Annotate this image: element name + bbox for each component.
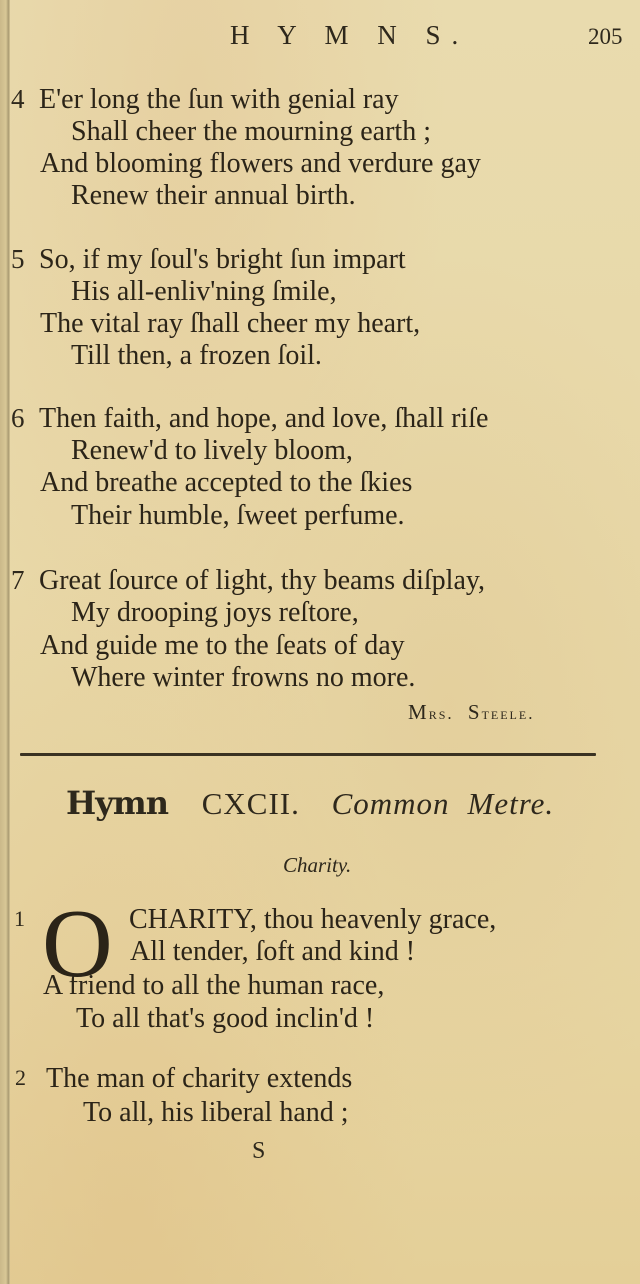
verse-line: My drooping joys reſtore, <box>71 597 359 628</box>
verse-number: 6 <box>11 403 25 433</box>
verse-line: All tender, ſoft and kind ! <box>130 936 416 967</box>
verse-line: And blooming flowers and verdure gay <box>40 148 481 179</box>
verse-line: Their humble, ſweet perfume. <box>71 500 405 531</box>
metre-word: Common <box>331 786 450 821</box>
verse-number: 7 <box>11 565 25 595</box>
verse-line: So, if my ſoul's bright ſun impart <box>39 244 406 275</box>
page-number: 205 <box>588 24 623 49</box>
hymn-subject: Charity. <box>283 853 352 877</box>
attribution-initial: S <box>467 700 482 724</box>
verse-line: Where winter frowns no more. <box>71 662 416 693</box>
verse-line: Then faith, and hope, and love, ſhall riſe <box>39 403 489 434</box>
verse-line: Shall cheer the mourning earth ; <box>71 116 431 147</box>
signature-mark: S <box>252 1138 266 1164</box>
running-head <box>0 16 640 56</box>
verse-line: Renew their annual birth. <box>71 180 356 211</box>
verse-line: A friend to all the human race, <box>43 970 385 1001</box>
verse-line: Till then, a frozen ſoil. <box>71 340 322 371</box>
hymn-metre <box>332 786 555 821</box>
verse-line: Great ſource of light, thy beams diſplay, <box>39 565 486 596</box>
attribution-initial: M <box>408 700 429 724</box>
verse-number: 4 <box>11 84 25 114</box>
hymn-number: CXCII. <box>201 786 300 821</box>
verse-line: To all that's good inclin'd ! <box>76 1003 375 1034</box>
verse-line: To all, his liberal hand ; <box>83 1097 349 1128</box>
verse-line: His all-enliv'ning ſmile, <box>71 276 337 307</box>
drop-cap: O <box>42 890 113 998</box>
verse-line: And breathe accepted to the ſkies <box>40 467 413 498</box>
verse-line: The man of charity extends <box>46 1063 353 1094</box>
hymn-label: Hymn <box>66 784 168 822</box>
attribution-text: teele. <box>481 704 535 723</box>
page-gutter <box>0 0 10 1284</box>
attribution-text: rs. <box>428 704 454 723</box>
running-title: H Y M N S. <box>230 20 470 50</box>
verse-line: CHARITY, thou heavenly grace, <box>129 904 497 935</box>
metre-word: Metre. <box>467 786 555 821</box>
verse-line: Renew'd to lively bloom, <box>71 435 353 466</box>
verse-line: The vital ray ſhall cheer my heart, <box>40 308 421 339</box>
verse-number: 1 <box>14 906 25 931</box>
verse-number: 2 <box>15 1065 26 1090</box>
hymn-heading <box>66 784 554 822</box>
section-divider <box>20 753 596 756</box>
verse-line: E'er long the ſun with genial ray <box>39 84 399 115</box>
verse-line: And guide me to the ſeats of day <box>40 630 405 661</box>
author-attribution <box>408 700 534 725</box>
verse-number: 5 <box>11 244 25 274</box>
